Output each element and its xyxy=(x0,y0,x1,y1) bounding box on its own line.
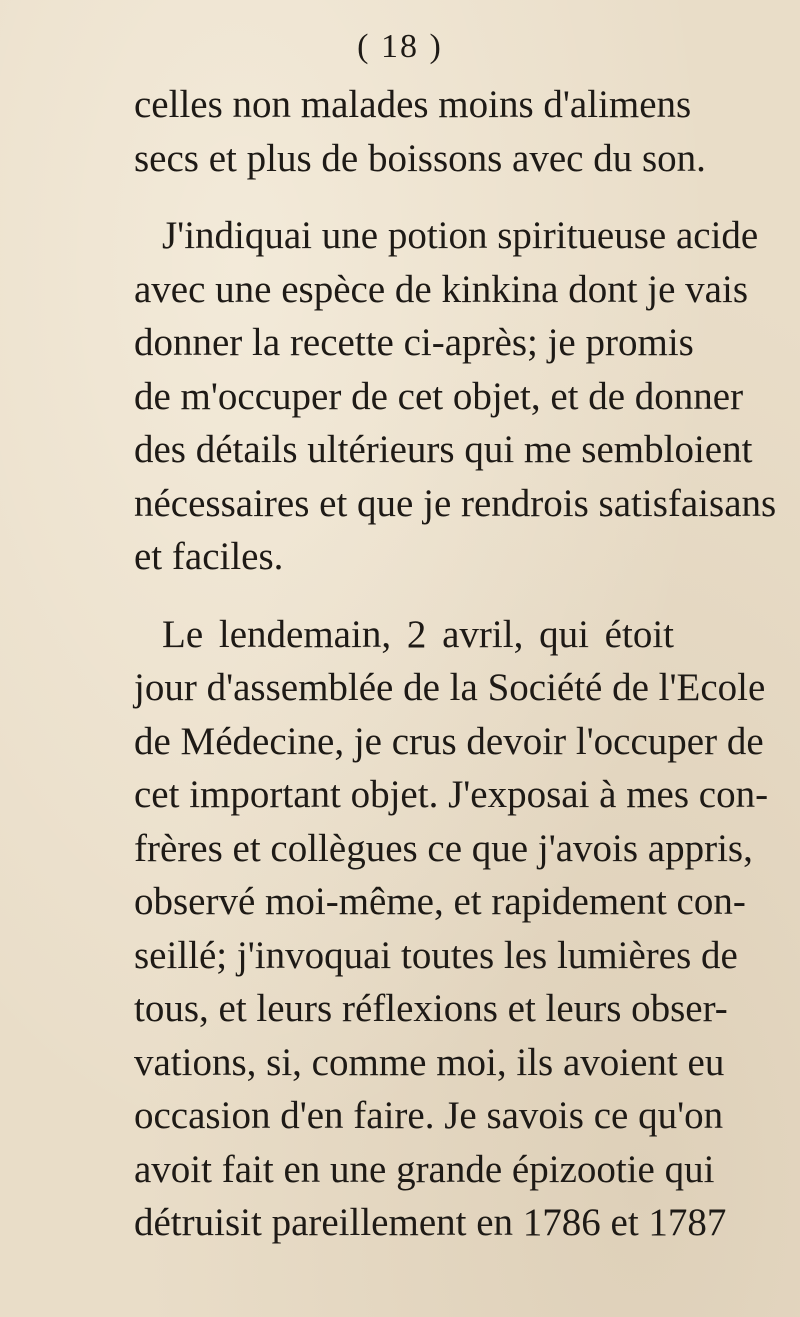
text-line: avec une espèce de kinkina dont je vais xyxy=(134,267,749,311)
text-line: nécessaires et que je rendrois satisfaisans xyxy=(134,481,777,525)
paragraph-1 xyxy=(134,78,706,185)
text-line: et faciles. xyxy=(134,535,284,578)
text-line: seillé; j'invoquai toutes les lumières de xyxy=(134,933,738,977)
text-line: observé moi-même, et rapidement con- xyxy=(134,880,746,923)
text-line: avoit fait en une grande épizootie qui xyxy=(134,1147,715,1191)
text-line: celles non malades moins d'alimens xyxy=(134,83,692,126)
text-line: vations, si, comme moi, ils avoient eu xyxy=(134,1040,725,1084)
text-line: secs et plus de boissons avec du son. xyxy=(134,136,706,180)
text-line: détruisit pareillement en 1786 et 1787 xyxy=(134,1201,727,1244)
text-line: de m'occuper de cet objet, et de donner xyxy=(134,374,744,418)
page-number: ( 18 ) xyxy=(357,28,443,65)
text-line: tous, et leurs réflexions et leurs obser- xyxy=(134,987,728,1030)
text-line: des détails ultérieurs qui me sembloient xyxy=(134,428,753,471)
text-line: cet important objet. J'exposai à mes con- xyxy=(134,773,769,816)
text-line: Le lendemain, 2 avril, qui étoit xyxy=(162,612,674,656)
body-text xyxy=(134,78,777,1250)
paragraph-3 xyxy=(134,608,769,1250)
text-line: frères et collègues ce que j'avois appris, xyxy=(134,826,753,870)
text-line: donner la recette ci-après; je promis xyxy=(134,321,694,364)
text-line: de Médecine, je crus devoir l'occuper de xyxy=(134,719,764,763)
text-line: jour d'assemblée de la Société de l'Ecole xyxy=(134,666,766,709)
text-line: occasion d'en faire. Je savois ce qu'on xyxy=(134,1094,724,1137)
text-line: J'indiquai une potion spiritueuse acide xyxy=(162,214,759,257)
paragraph-2 xyxy=(134,209,777,584)
